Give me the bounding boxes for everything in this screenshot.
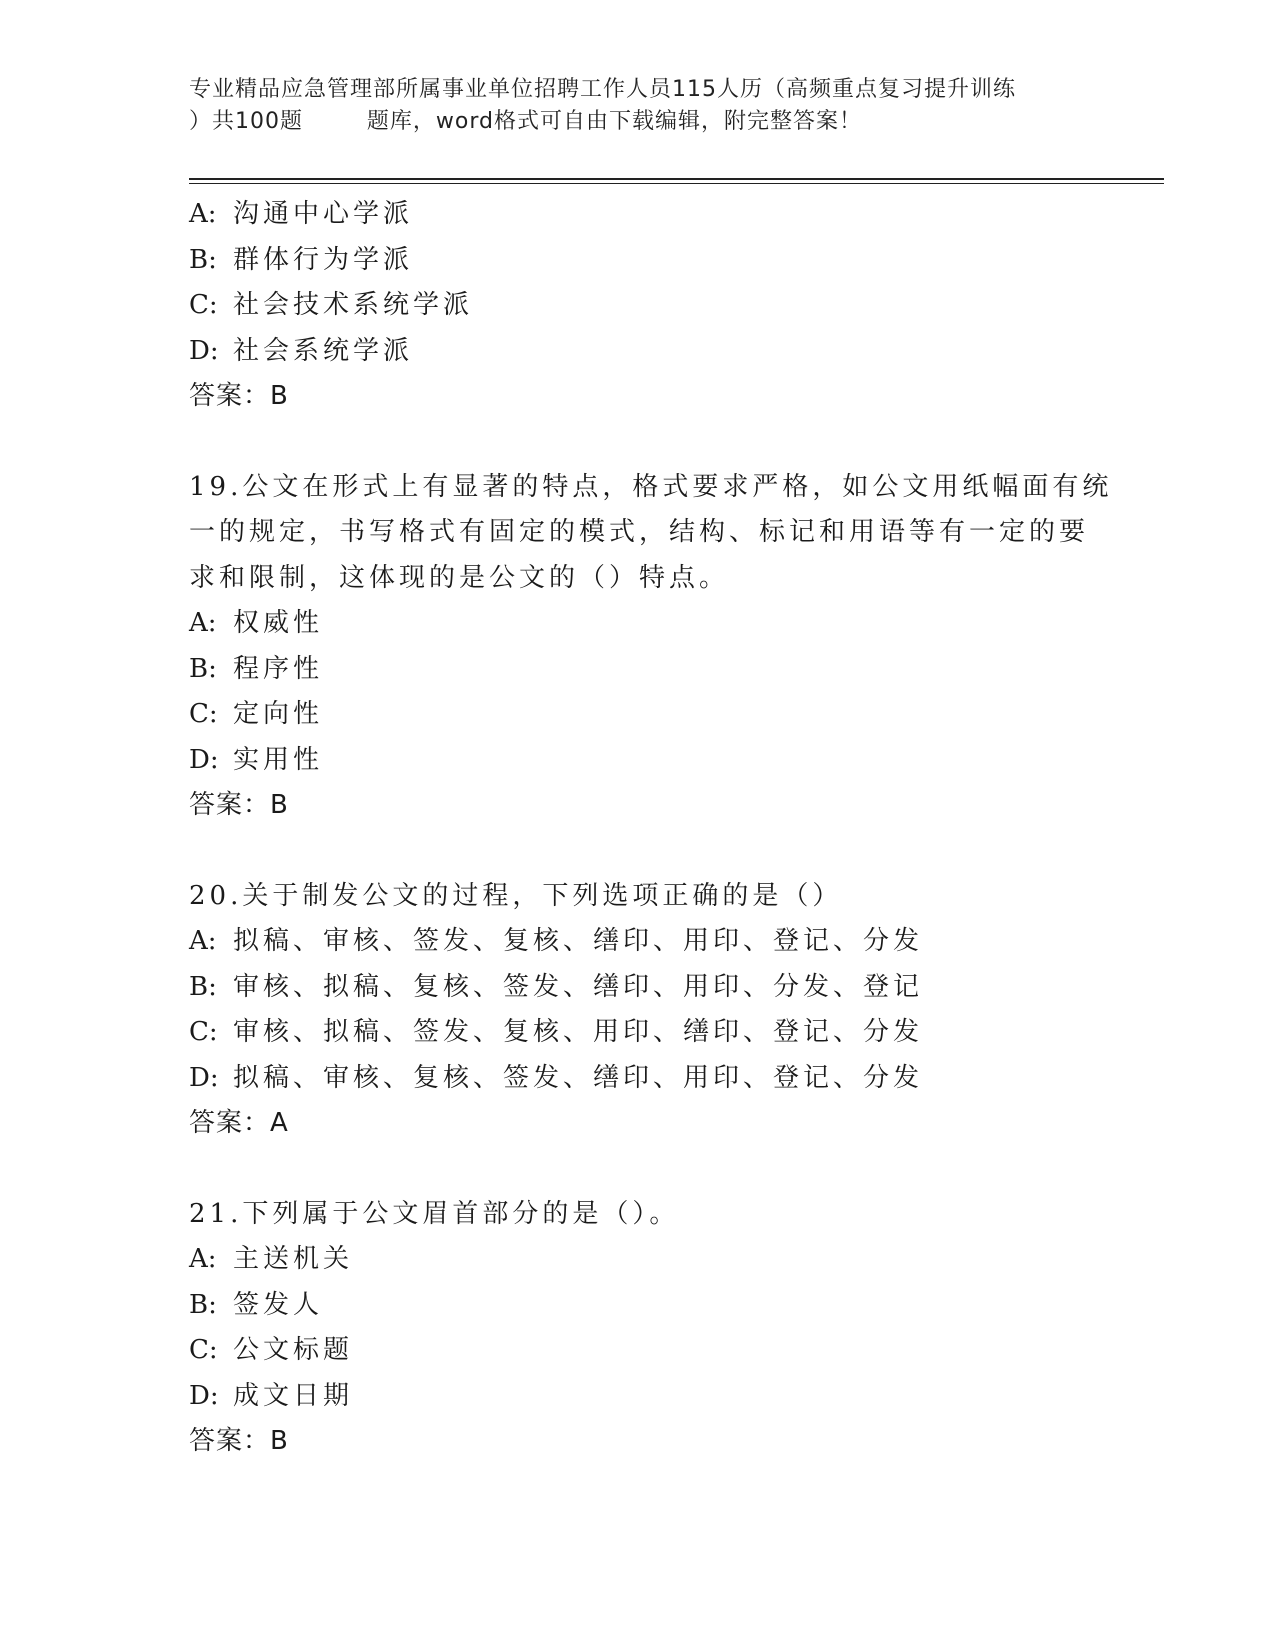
option-c [189,1328,1164,1374]
option-c [189,692,1164,738]
option-letter: A: [189,926,217,956]
header-line-1: 专业精品应急管理部所属事业单位招聘工作人员115人历（高频重点复习提升训练 [189,77,1016,102]
option-letter: C: [189,1017,218,1047]
question-text-line: 求和限制，这体现的是公文的（）特点。 [189,562,730,593]
option-text: 主送机关 [233,1244,354,1274]
option-text: 沟通中心学派 [233,199,414,229]
question-text-line: 21.下列属于公文眉首部分的是（）。 [189,1198,680,1229]
header-line-2: ）共100题 题库，word格式可自由下载编辑，附完整答案！ [189,109,863,134]
option-d [189,1374,1164,1420]
question-text-line: 20.关于制发公文的过程，下列选项正确的是（） [189,880,843,911]
option-letter: A: [189,608,217,638]
document-header [189,74,1189,138]
option-text: 定向性 [233,699,324,729]
spacer [189,829,1164,874]
option-letter: A: [189,1244,217,1274]
option-text: 实用性 [233,744,324,775]
option-text: 程序性 [233,653,324,684]
option-b [189,1283,1164,1329]
option-text: 成文日期 [233,1380,354,1411]
question-20 [189,874,1164,1147]
option-text: 审核、拟稿、复核、签发、缮印、用印、分发、登记 [233,971,924,1002]
question-text-line: 19.公文在形式上有显著的特点，格式要求严格，如公文用纸幅面有统 [189,471,1113,502]
option-letter: B: [189,971,217,1002]
option-text: 社会系统学派 [233,335,414,366]
answer-line: 答案：B [189,381,289,411]
option-c [189,283,1164,329]
option-letter: C: [189,290,218,320]
option-text: 公文标题 [233,1335,354,1365]
question-19 [189,465,1164,829]
header-divider-thin [189,183,1164,184]
option-text: 签发人 [233,1289,324,1320]
question-18 [189,192,1164,420]
option-b [189,965,1164,1011]
answer-line: 答案：B [189,1426,289,1456]
answer-line: 答案：A [189,1108,289,1138]
option-d [189,1056,1164,1102]
header-divider-thick [189,178,1164,180]
spacer [189,1147,1164,1192]
option-text: 拟稿、审核、复核、签发、缮印、用印、登记、分发 [233,1062,924,1093]
option-d [189,738,1164,784]
option-text: 社会技术系统学派 [233,290,474,320]
option-letter: D: [189,1380,219,1411]
option-letter: D: [189,744,219,775]
option-letter: D: [189,1062,219,1093]
option-d [189,329,1164,375]
option-letter: B: [189,244,217,275]
question-list [189,192,1164,1465]
question-text-line: 一的规定，书写格式有固定的模式，结构、标记和用语等有一定的要 [189,517,1090,547]
option-letter: C: [189,699,218,729]
option-letter: B: [189,653,217,684]
option-text: 审核、拟稿、签发、复核、用印、缮印、登记、分发 [233,1017,924,1047]
option-letter: A: [189,199,217,229]
option-letter: D: [189,335,219,366]
option-text: 群体行为学派 [233,244,414,275]
option-text: 拟稿、审核、签发、复核、缮印、用印、登记、分发 [233,926,924,956]
option-c [189,1010,1164,1056]
option-letter: B: [189,1289,217,1320]
option-a [189,601,1164,647]
option-b [189,647,1164,693]
spacer [189,420,1164,465]
option-b [189,238,1164,284]
option-a [189,1237,1164,1283]
question-21 [189,1192,1164,1465]
answer-line: 答案：B [189,790,289,820]
option-a [189,919,1164,965]
option-text: 权威性 [233,608,324,638]
option-letter: C: [189,1335,218,1365]
option-a [189,192,1164,238]
